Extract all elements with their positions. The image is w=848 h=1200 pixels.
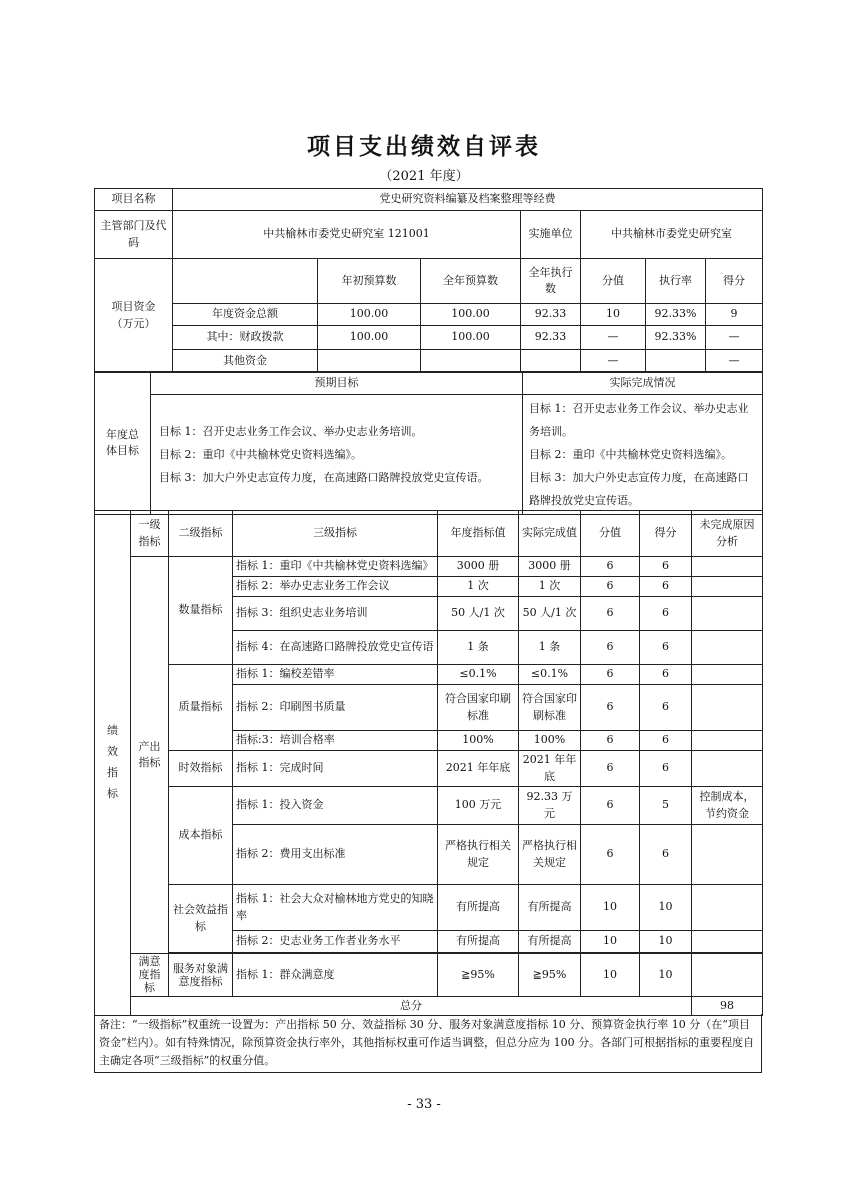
- indicator-reason: [692, 731, 763, 751]
- indicator-score: 6: [640, 597, 692, 631]
- expected-goal-item: 目标 3：加大户外史志宣传力度，在高速路口路牌投放党史宣传语。: [159, 471, 489, 484]
- indicator-header: 年度指标值: [438, 511, 519, 557]
- year-subtitle: （2021 年度）: [379, 169, 469, 184]
- indicator-reason: [692, 577, 763, 597]
- project-name-label: 项目名称: [95, 189, 173, 211]
- indicator-score: 6: [640, 751, 692, 787]
- funds-header: 分值: [581, 259, 646, 304]
- indicator-reason: [692, 557, 763, 577]
- group-social: 社会效益指标: [169, 885, 233, 953]
- department-value: 中共榆林市委党史研究室 121001: [173, 211, 521, 259]
- indicator-target: ≧95%: [438, 954, 519, 997]
- funds-cell: [318, 350, 421, 373]
- indicator-target: 严格执行相关规定: [438, 825, 519, 885]
- group-cost: 成本指标: [169, 787, 233, 885]
- funds-cell: —: [706, 326, 763, 350]
- indicator-actual: 有所提高: [519, 931, 581, 953]
- funds-cell: 100.00: [421, 304, 521, 326]
- group-service: 服务对象满意度指标: [169, 954, 233, 997]
- indicator-name: 指标 2：费用支出标准: [233, 825, 438, 885]
- indicator-actual: 1 条: [519, 631, 581, 665]
- indicator-name: 指标 4：在高速路口路牌投放党史宣传语: [233, 631, 438, 665]
- total-label: 总分: [131, 996, 692, 1016]
- funds-cell: 10: [581, 304, 646, 326]
- indicator-reason: [692, 885, 763, 931]
- indicator-target: 1 次: [438, 577, 519, 597]
- indicators-label: 绩 效 指 标: [95, 511, 131, 1016]
- indicator-weight: 10: [581, 954, 640, 997]
- indicator-target: 50 人/1 次: [438, 597, 519, 631]
- indicator-name: 指标 2：史志业务工作者业务水平: [233, 931, 438, 953]
- indicator-actual: 有所提高: [519, 885, 581, 931]
- indicator-weight: 6: [581, 685, 640, 731]
- indicator-score: 10: [640, 885, 692, 931]
- funds-cell: 9: [706, 304, 763, 326]
- indicator-name: 指标 2：印刷图书质量: [233, 685, 438, 731]
- indicator-score: 6: [640, 665, 692, 685]
- page-number: - 33 -: [407, 1097, 441, 1112]
- page-title: 项目支出绩效自评表: [307, 133, 541, 160]
- expected-goals-header: 预期目标: [151, 372, 523, 395]
- total-score: 98: [692, 996, 763, 1016]
- indicator-name: 指标 3：组织史志业务培训: [233, 597, 438, 631]
- indicator-target: 1 条: [438, 631, 519, 665]
- funds-cell: 92.33: [521, 326, 581, 350]
- indicator-weight: 6: [581, 787, 640, 825]
- indicators-table: [94, 510, 763, 1016]
- indicator-header: 实际完成值: [519, 511, 581, 557]
- indicator-name: 指标 1：投入资金: [233, 787, 438, 825]
- indicator-score: 6: [640, 685, 692, 731]
- indicator-weight: 6: [581, 751, 640, 787]
- indicator-name: 指标 1：社会大众对榆林地方党史的知晓率: [233, 885, 438, 931]
- indicator-target: 3000 册: [438, 557, 519, 577]
- indicator-name: 指标 2：举办史志业务工作会议: [233, 577, 438, 597]
- level1-satisfaction: 满意度指标: [131, 954, 169, 997]
- funds-row-label: 其中：财政拨款: [173, 326, 318, 350]
- indicator-target: 有所提高: [438, 885, 519, 931]
- indicator-score: 10: [640, 954, 692, 997]
- indicator-reason: [692, 931, 763, 953]
- indicator-reason: 控制成本，节约资金: [692, 787, 763, 825]
- indicator-score: 6: [640, 825, 692, 885]
- indicator-target: 有所提高: [438, 931, 519, 953]
- indicator-weight: 6: [581, 577, 640, 597]
- expected-goal-item: 目标 1：召开史志业务工作会议、举办史志业务培训。: [159, 425, 423, 438]
- actual-goals: [523, 395, 763, 515]
- indicator-reason: [692, 665, 763, 685]
- indicator-score: 6: [640, 631, 692, 665]
- indicator-actual: 2021 年年底: [519, 751, 581, 787]
- funds-cell: —: [581, 326, 646, 350]
- funds-cell: 92.33: [521, 304, 581, 326]
- funds-header: 年初预算数: [318, 259, 421, 304]
- funds-row-label: 年度资金总额: [173, 304, 318, 326]
- indicator-weight: 6: [581, 597, 640, 631]
- department-label: 主管部门及代码: [95, 211, 173, 259]
- indicator-weight: 6: [581, 731, 640, 751]
- actual-goal-item: 目标 2：重印《中共榆林党史资料选编》。: [529, 448, 732, 461]
- indicator-reason: [692, 954, 763, 997]
- funds-cell: [521, 350, 581, 373]
- indicator-name: 指标 1：群众满意度: [233, 954, 438, 997]
- actual-goal-item: 目标 1：召开史志业务工作会议、举办史志业务培训。: [529, 402, 749, 438]
- indicator-weight: 10: [581, 885, 640, 931]
- funds-header: 全年预算数: [421, 259, 521, 304]
- indicator-header: 一级指标: [131, 511, 169, 557]
- group-quantity: 数量指标: [169, 557, 233, 665]
- funds-cell: —: [706, 350, 763, 373]
- indicator-target: 100 万元: [438, 787, 519, 825]
- indicator-header: 未完成原因分析: [692, 511, 763, 557]
- indicator-target: 100%: [438, 731, 519, 751]
- indicator-score: 6: [640, 577, 692, 597]
- funds-label: 项目资金（万元）: [95, 259, 173, 373]
- indicator-name: 指标 1：完成时间: [233, 751, 438, 787]
- indicator-score: 6: [640, 557, 692, 577]
- indicator-actual: 3000 册: [519, 557, 581, 577]
- funds-header: 执行率: [646, 259, 706, 304]
- indicator-actual: 50 人/1 次: [519, 597, 581, 631]
- indicator-reason: [692, 597, 763, 631]
- indicator-reason: [692, 631, 763, 665]
- annual-goals-table: [94, 371, 763, 515]
- project-name-value: 党史研究资料编纂及档案整理等经费: [173, 189, 763, 211]
- indicator-actual: 符合国家印刷标准: [519, 685, 581, 731]
- indicator-score: 10: [640, 931, 692, 953]
- indicator-actual: 92.33 万元: [519, 787, 581, 825]
- funds-cell: 92.33%: [646, 326, 706, 350]
- indicator-header: 二级指标: [169, 511, 233, 557]
- indicator-name: 指标 1：编校差错率: [233, 665, 438, 685]
- indicator-weight: 10: [581, 931, 640, 953]
- funds-cell: —: [581, 350, 646, 373]
- indicator-name: 指标:3：培训合格率: [233, 731, 438, 751]
- indicator-actual: ≤0.1%: [519, 665, 581, 685]
- project-info-table: [94, 188, 763, 373]
- indicator-weight: 6: [581, 825, 640, 885]
- actual-goals-header: 实际完成情况: [523, 372, 763, 395]
- indicator-reason: [692, 685, 763, 731]
- indicator-header: 三级指标: [233, 511, 438, 557]
- impl-unit-value: 中共榆林市委党史研究室: [581, 211, 763, 259]
- indicator-target: 2021 年年底: [438, 751, 519, 787]
- indicator-actual: ≧95%: [519, 954, 581, 997]
- annual-goals-label: 年度总体目标: [95, 372, 151, 515]
- indicator-weight: 6: [581, 665, 640, 685]
- indicator-weight: 6: [581, 557, 640, 577]
- impl-unit-label: 实施单位: [521, 211, 581, 259]
- group-quality: 质量指标: [169, 665, 233, 751]
- indicator-score: 5: [640, 787, 692, 825]
- indicator-name: 指标 1：重印《中共榆林党史资料选编》: [233, 557, 438, 577]
- funds-cell: 100.00: [318, 304, 421, 326]
- funds-header: 得分: [706, 259, 763, 304]
- indicator-target: ≤0.1%: [438, 665, 519, 685]
- expected-goals: [151, 395, 523, 515]
- indicator-header: 得分: [640, 511, 692, 557]
- funds-header: 全年执行数: [521, 259, 581, 304]
- footnote: 备注：“一级指标”权重统一设置为：产出指标 50 分、效益指标 30 分、服务对象满意度指标 10 分、预算资金执行率 10 分（在“项目资金”栏内）。如有特殊情况，除预算资金执行率外，其他指标权重可作适当调整，但总分应为 100 分。各部门可根据指标的重要程度自主确定各项“三级指标”的权重分值。: [94, 1014, 762, 1073]
- indicator-actual: 严格执行相关规定: [519, 825, 581, 885]
- funds-row-label: 其他资金: [173, 350, 318, 373]
- funds-cell: 92.33%: [646, 304, 706, 326]
- indicator-reason: [692, 751, 763, 787]
- group-time: 时效指标: [169, 751, 233, 787]
- actual-goal-item: 目标 3：加大户外史志宣传力度，在高速路口路牌投放党史宣传语。: [529, 471, 749, 507]
- indicator-header: 分值: [581, 511, 640, 557]
- indicator-actual: 1 次: [519, 577, 581, 597]
- indicator-reason: [692, 825, 763, 885]
- funds-cell: 100.00: [318, 326, 421, 350]
- indicator-actual: 100%: [519, 731, 581, 751]
- indicator-score: 6: [640, 731, 692, 751]
- indicator-target: 符合国家印刷标准: [438, 685, 519, 731]
- funds-cell: [421, 350, 521, 373]
- level1-output: 产出指标: [131, 557, 169, 954]
- funds-header-blank: [173, 259, 318, 304]
- indicator-weight: 6: [581, 631, 640, 665]
- funds-cell: [646, 350, 706, 373]
- expected-goal-item: 目标 2：重印《中共榆林党史资料选编》。: [159, 448, 362, 461]
- funds-cell: 100.00: [421, 326, 521, 350]
